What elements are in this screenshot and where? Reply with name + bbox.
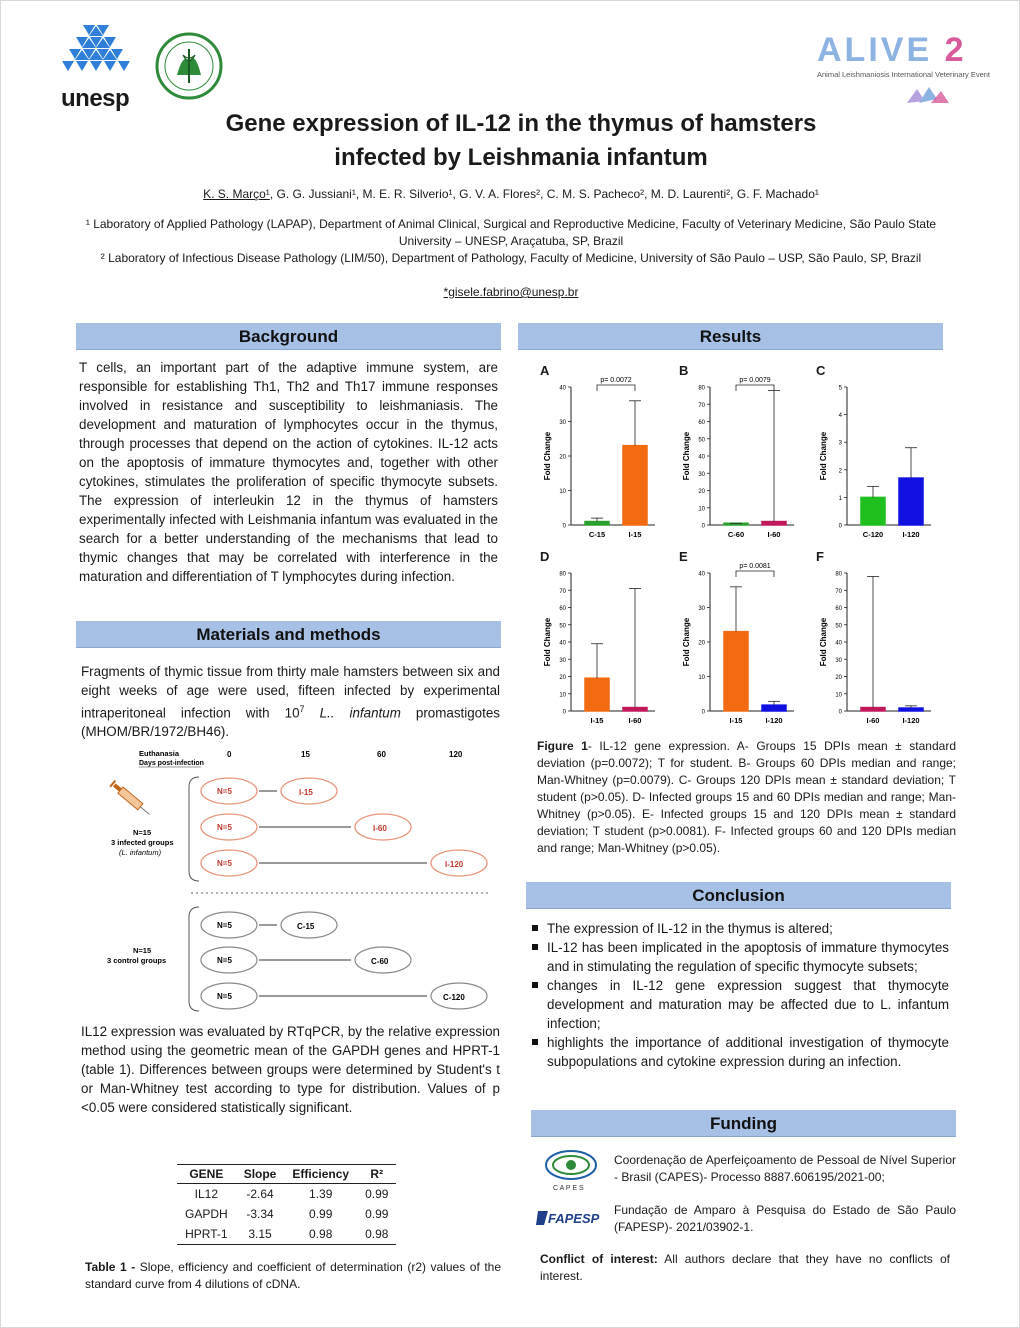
x-tick-label: I-60 — [767, 530, 781, 539]
bar-i-120 — [899, 708, 923, 711]
y-tick-label: 20 — [559, 454, 566, 461]
capes-funding-text: Coordenação de Aperfeiçoamento de Pessoal de Nível Superior - Brasil (CAPES)- Processo 8887.606195/2021-00; — [614, 1153, 956, 1184]
y-tick-label: 80 — [698, 385, 705, 392]
alive-logo — [817, 31, 967, 70]
table-header: Slope — [236, 1165, 285, 1184]
y-tick-label: 50 — [698, 437, 705, 444]
y-tick-label: 30 — [559, 657, 566, 664]
affiliation-1: ¹ Laboratory of Applied Pathology (LAPAP), Department of Animal Clinical, Surgical and Reproductive Medicine, Faculty of Veterinary Medicine, São Paulo State University – UNESP, Araçatuba, SP, Brazil — [85, 217, 937, 248]
methods-text-1 — [81, 662, 500, 741]
y-tick-label: 20 — [698, 640, 705, 647]
significance-bracket — [597, 385, 635, 391]
x-tick-label: C-120 — [862, 530, 884, 539]
chart-svg — [813, 363, 953, 548]
table-cell: 3.15 — [236, 1224, 285, 1245]
unesp-logo-text: unesp — [61, 85, 130, 112]
y-tick-label: 0 — [701, 523, 705, 530]
results-heading: Results — [518, 323, 943, 350]
infected-row-3 — [201, 850, 487, 876]
y-tick-label: 40 — [698, 454, 705, 461]
table-header: R² — [357, 1165, 396, 1184]
y-tick-label: 30 — [698, 606, 705, 612]
x-tick-label: I-60 — [628, 716, 642, 725]
euthanasia-label: Euthanasia — [139, 749, 180, 758]
chart-panel-b — [676, 363, 816, 548]
table-row — [177, 1224, 396, 1245]
bar-i-60 — [762, 522, 786, 525]
list-item: changes in IL-12 gene expression suggest that thymocyte development and maturation may be affected due to L. infantum infection; — [531, 976, 949, 1033]
days-label: Days post-infection — [139, 760, 204, 767]
x-tick-label: C-15 — [588, 530, 606, 539]
methods-species: L.. infantum — [304, 705, 401, 721]
x-tick-label: I-15 — [590, 716, 604, 725]
x-tick-label: C-60 — [727, 530, 745, 539]
bar-i-15 — [724, 632, 748, 711]
y-tick-label: 40 — [559, 640, 566, 647]
syringe-icon — [110, 781, 152, 818]
methods-text-1b: promastigotes (MHOM/BR/1972/BH46). — [81, 705, 500, 740]
control-row-1 — [201, 912, 337, 938]
chart-panel-e — [676, 549, 816, 734]
chart-svg — [676, 363, 816, 548]
bar-i-60 — [861, 708, 885, 711]
group-i120: I-120 — [445, 860, 464, 869]
p-value-label: p= 0.0072 — [600, 377, 632, 384]
significance-bracket — [736, 571, 774, 577]
bar-c-120 — [861, 497, 885, 525]
panel-letter: F — [816, 549, 824, 564]
y-tick-label: 30 — [698, 471, 705, 478]
panel-letter: A — [540, 363, 550, 378]
table-cell: -3.34 — [246, 1207, 274, 1221]
y-axis-label: Fold Change — [682, 617, 691, 667]
x-tick-label: I-60 — [866, 716, 880, 725]
bar-c-15 — [585, 522, 609, 525]
table-cell: HPRT-1 — [177, 1224, 236, 1245]
y-tick-label: 40 — [698, 571, 705, 578]
group-i60: I-60 — [373, 824, 387, 833]
chart-svg — [537, 363, 677, 548]
day-0: 0 — [227, 750, 232, 759]
alive-logo-text: ALIVE — [817, 31, 933, 69]
y-axis-label: Fold Change — [543, 617, 552, 667]
y-tick-label: 30 — [559, 420, 566, 426]
y-tick-label: 10 — [559, 692, 566, 699]
y-tick-label: 70 — [698, 402, 705, 409]
conflict-of-interest — [540, 1251, 950, 1285]
y-tick-label: 80 — [559, 571, 566, 578]
methods-text-1a: Fragments of thymic tissue from thirty male hamsters between six and eight weeks of age were used, fifteen infected by experimental intraperitoneal infection with 10 — [81, 664, 500, 721]
table-row — [177, 1184, 396, 1205]
conclusion-heading: Conclusion — [526, 882, 951, 909]
y-axis-label: Fold Change — [682, 431, 691, 481]
y-tick-label: 5 — [838, 385, 842, 392]
table-caption — [85, 1259, 501, 1293]
p-value-label: p= 0.0081 — [739, 563, 771, 570]
p-value-label: p= 0.0079 — [739, 377, 771, 384]
title-line-1: Gene expression of IL-12 in the thymus of hamsters — [225, 110, 817, 137]
y-tick-label: 50 — [835, 623, 842, 630]
chart-panel-a — [537, 363, 677, 548]
group-c120: C-120 — [443, 993, 465, 1002]
day-120: 120 — [449, 750, 463, 759]
y-tick-label: 20 — [698, 489, 705, 495]
y-tick-label: 0 — [701, 709, 705, 716]
infected-groups-label: 3 infected groups — [111, 838, 174, 847]
background-heading: Background — [76, 323, 501, 350]
conflict-label: Conflict of interest: — [540, 1252, 658, 1266]
y-tick-label: 0 — [562, 709, 566, 716]
y-tick-label: 10 — [559, 489, 566, 495]
chart-panel-d — [537, 549, 677, 734]
alive-logo-number: 2 — [944, 31, 967, 69]
n-label: N=5 — [217, 921, 232, 930]
capes-logo-text: C A P E S — [553, 1185, 584, 1192]
list-item: highlights the importance of additional investigation of thymocyte subpopulations and cytokine expression during an infection. — [531, 1033, 949, 1071]
infected-row-2 — [201, 814, 411, 840]
list-item: The expression of IL-12 in the thymus is altered; — [531, 919, 949, 938]
y-axis-label: Fold Change — [543, 431, 552, 481]
gene-table — [177, 1164, 396, 1245]
group-c15: C-15 — [297, 922, 315, 931]
methods-heading: Materials and methods — [76, 621, 501, 648]
table-cell: 0.99 — [309, 1207, 333, 1221]
table-cell: 0.98 — [357, 1224, 396, 1245]
coauthors: , G. G. Jussiani¹, M. E. R. Silverio¹, G. V. A. Flores², C. M. S. Pacheco², M. D. Laurenti², G. F. Machado¹ — [269, 187, 819, 201]
y-tick-label: 0 — [838, 709, 842, 716]
figure-caption — [537, 738, 956, 857]
table-header-row — [177, 1165, 396, 1184]
y-tick-label: 80 — [835, 571, 842, 578]
y-tick-label: 0 — [562, 523, 566, 530]
poster-title — [121, 107, 921, 175]
background-text: T cells, an important part of the adaptive immune system, are responsible for establishing Th1, Th2 and Th17 immune responses involved in resistance and susceptibility to leishmaniasis. The development and maturation of lymphocytes occur in the thymus, through processes that depend on the action of cytokines. IL-12 acts on the apoptosis of immature thymocytes and, together with other cytokines, stimulates the proliferation of specific thymocyte subsets. The expression of interleukin 12 in the thymus of hamsters experimentally infected with Leishmania infantum was evaluated in the search for a better understanding of the mechanisms that lead to thymic changes that may be correlated with interference in the maturation and differentiation of T lymphocytes during infection. — [79, 360, 498, 584]
fapesp-funding-text: Fundação de Amparo à Pesquisa do Estado de São Paulo (FAPESP)- 2021/03902-1. — [614, 1203, 956, 1234]
infected-species-label: (L. infantum) — [119, 848, 162, 857]
y-tick-label: 50 — [559, 623, 566, 630]
bar-i-15 — [585, 678, 609, 711]
title-line-2: infected by Leishmania infantum — [334, 144, 708, 171]
y-tick-label: 20 — [835, 675, 842, 681]
y-tick-label: 60 — [698, 420, 705, 426]
y-tick-label: 30 — [835, 657, 842, 664]
group-i15: I-15 — [299, 788, 313, 797]
affiliation-2: ² Laboratory of Infectious Disease Pathology (LIM/50), Department of Pathology, Faculty of Medicine, University of São Paulo – USP, São Paulo, SP, Brazil — [100, 251, 922, 265]
presenting-author: K. S. Março¹ — [203, 187, 270, 201]
fapesp-logo-icon — [536, 1207, 610, 1229]
table-cell: GAPDH — [185, 1207, 228, 1221]
y-tick-label: 20 — [559, 675, 566, 681]
y-axis-label: Fold Change — [819, 431, 828, 481]
y-tick-label: 10 — [698, 506, 705, 513]
capes-logo-icon — [543, 1147, 599, 1193]
y-axis-label: Fold Change — [819, 617, 828, 667]
table-cell: IL12 — [194, 1187, 219, 1201]
table-row — [177, 1204, 396, 1224]
chart-panel-c — [813, 363, 953, 548]
y-tick-label: 3 — [838, 440, 842, 447]
table-caption-text: Slope, efficiency and coefficient of determination (r2) values of the standard curve from 4 dilutions of cDNA. — [85, 1260, 501, 1291]
veterinary-seal-icon — [149, 31, 229, 101]
bar-i-15 — [623, 446, 647, 525]
y-tick-label: 2 — [838, 468, 842, 475]
figure-caption-label: Figure 1 — [537, 739, 588, 753]
control-n-label: N=15 — [133, 946, 152, 955]
authors — [81, 187, 941, 201]
bar-i-60 — [623, 708, 647, 711]
y-tick-label: 10 — [698, 675, 705, 681]
fapesp-logo-text: FAPESP — [548, 1211, 600, 1226]
y-tick-label: 70 — [835, 588, 842, 595]
bar-i-120 — [762, 705, 786, 711]
x-tick-label: I-120 — [902, 716, 920, 725]
methods-superscript: 7 — [299, 704, 305, 714]
table-cell: -2.64 — [246, 1187, 274, 1201]
n-label: N=5 — [217, 859, 232, 868]
panel-letter: C — [816, 363, 826, 378]
y-tick-label: 60 — [835, 606, 842, 612]
table-cell: 0.99 — [365, 1187, 389, 1201]
x-tick-label: I-15 — [628, 530, 642, 539]
control-row-2 — [201, 947, 411, 973]
funding-heading: Funding — [531, 1110, 956, 1137]
contact-email[interactable]: *gisele.fabrino@unesp.br — [443, 285, 579, 299]
x-tick-label: I-120 — [765, 716, 783, 725]
infected-row-1 — [201, 778, 337, 804]
experimental-design-diagram — [81, 745, 501, 1017]
bar-i-120 — [899, 478, 923, 525]
n-label: N=5 — [217, 823, 232, 832]
table-cell: 0.98 — [284, 1224, 357, 1245]
table-header: Efficiency — [284, 1165, 357, 1184]
infected-n-label: N=15 — [133, 828, 152, 837]
list-item: IL-12 has been implicated in the apoptosis of immature thymocytes and in stimulating the regulation of specific thymocyte subsets; — [531, 938, 949, 976]
chart-panel-f — [813, 549, 953, 734]
alive-subtitle: Animal Leishmaniosis International Veterinary Event — [817, 70, 991, 79]
day-60: 60 — [377, 750, 386, 759]
table-caption-label: Table 1 - — [85, 1260, 136, 1274]
y-tick-label: 0 — [838, 523, 842, 530]
y-tick-label: 40 — [835, 640, 842, 647]
conflict-text: All authors declare that they have no conflicts of interest. — [540, 1252, 951, 1283]
y-tick-label: 10 — [835, 692, 842, 699]
conclusion-list — [531, 919, 949, 1071]
y-tick-label: 4 — [838, 413, 842, 420]
chart-svg — [813, 549, 953, 734]
n-label: N=5 — [217, 956, 232, 965]
control-row-3 — [201, 983, 487, 1009]
n-label: N=5 — [217, 992, 232, 1001]
table-cell: 0.99 — [365, 1207, 389, 1221]
day-15: 15 — [301, 750, 310, 759]
group-c60: C-60 — [371, 957, 389, 966]
chart-svg — [537, 549, 677, 734]
table-header: GENE — [177, 1165, 236, 1184]
n-label: N=5 — [217, 787, 232, 796]
y-tick-label: 1 — [838, 495, 842, 502]
chart-svg — [676, 549, 816, 734]
alive-graphic-icon — [903, 83, 953, 107]
figure-caption-text: - IL-12 gene expression. A- Groups 15 DPIs mean ± standard deviation (p=0.0072); T for student. B- Groups 60 DPIs median and range; Man-Whitney (p=0.0079). C- Groups 120 DPIs mean ± standard deviation; T student (p>0.05). D- Infected groups 15 and 60 DPIs median and range; Man-Whitney (p>0.05). E- Infected groups 15 and 120 DPIs mean ± standard deviation; T student (p>0.0081). F- Infected groups 60 and 120 DPIs median and range; Man-Whitney (p>0.05). — [537, 739, 956, 855]
panel-letter: D — [540, 549, 550, 564]
methods-text-2: IL12 expression was evaluated by RTqPCR, by the relative expression method using the geometric mean of the GAPDH genes and HPRT-1 (table 1). Differences between groups were determined by Student's t or Man-Whitney test according to type for distribution. Values of p <0.05 were considered statistically significant. — [81, 1024, 500, 1115]
panel-letter: B — [679, 363, 689, 378]
y-tick-label: 40 — [559, 385, 566, 392]
y-tick-label: 60 — [559, 606, 566, 612]
y-tick-label: 70 — [559, 588, 566, 595]
table-cell: 1.39 — [309, 1187, 333, 1201]
x-tick-label: I-120 — [902, 530, 920, 539]
x-tick-label: I-15 — [729, 716, 743, 725]
panel-letter: E — [679, 549, 688, 564]
control-groups-label: 3 control groups — [107, 956, 167, 965]
